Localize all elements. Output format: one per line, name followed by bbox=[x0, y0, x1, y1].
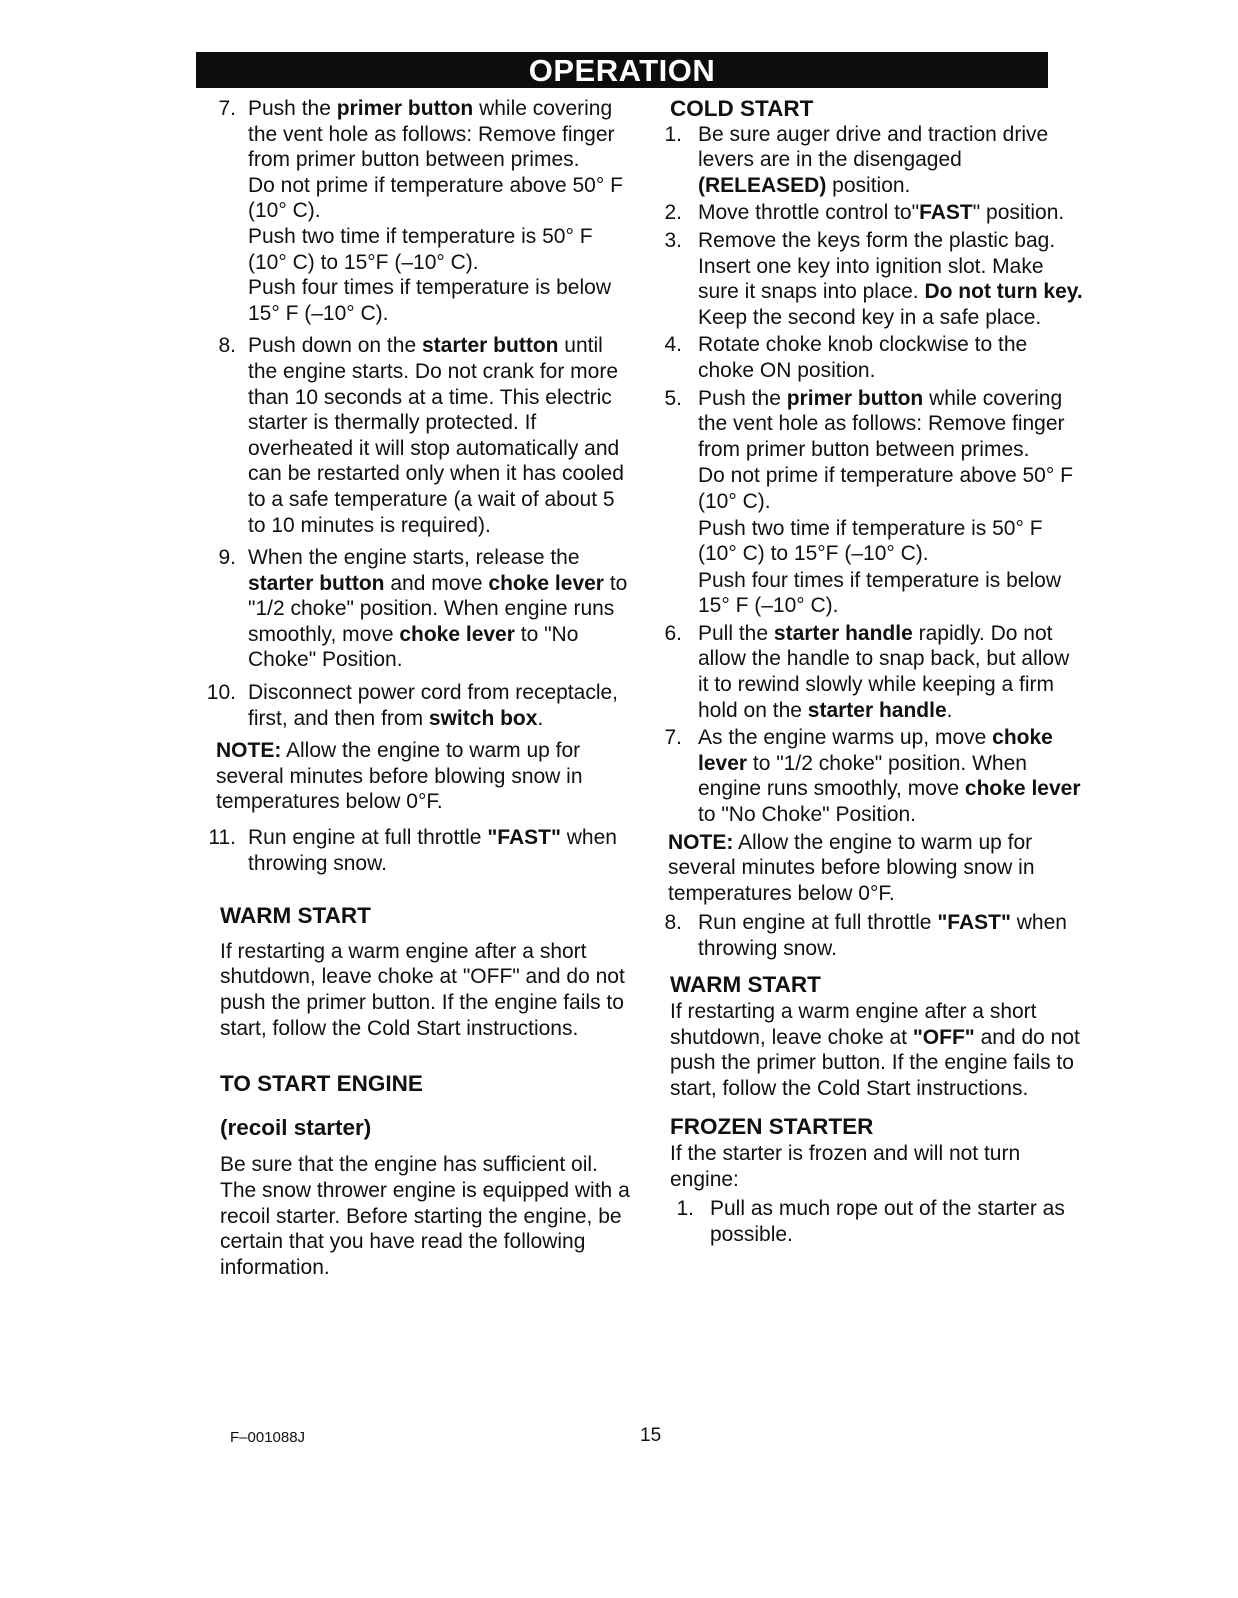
step-number: 7. bbox=[218, 97, 236, 120]
step-text: Move throttle control to"FAST" position. bbox=[698, 201, 1065, 225]
cold-start-heading: COLD START bbox=[670, 96, 814, 121]
step-number: 5. bbox=[664, 386, 682, 410]
step-subtext: Push four times if temperature is below 15° F (–10° C). bbox=[248, 276, 611, 325]
cold-step-1 bbox=[654, 122, 1084, 199]
step-text: Push down on the starter button until the engine starts. Do not crank for more than 10 seconds at a time. This electric starter is thermally protected. If overheated it will stop automatically and can be restarted only when it has cooled to a safe temperature (a wait of about 5 to 10 minutes is required). bbox=[248, 334, 624, 537]
cold-step-8 bbox=[654, 910, 1084, 961]
step-number: 1. bbox=[676, 1197, 694, 1221]
step-number: 6. bbox=[664, 621, 682, 645]
right-column bbox=[654, 96, 1084, 1250]
left-column bbox=[200, 96, 630, 1280]
step-10 bbox=[200, 680, 630, 731]
step-text: Disconnect power cord from receptacle, first, and then from switch box. bbox=[248, 681, 618, 730]
cold-step-4 bbox=[654, 332, 1084, 383]
step-text: Rotate choke knob clockwise to the choke ON position. bbox=[698, 333, 1028, 382]
frozen-starter-heading: FROZEN STARTER bbox=[670, 1113, 874, 1139]
cold-step-7 bbox=[654, 725, 1084, 827]
cold-step-6 bbox=[654, 621, 1084, 723]
step-subtext: Do not prime if temperature above 50° F (10° C). bbox=[698, 464, 1073, 513]
step-number: 4. bbox=[664, 333, 682, 357]
step-subtext: Push four times if temperature is below 15° F (–10° C). bbox=[698, 568, 1061, 618]
step-7 bbox=[200, 96, 630, 326]
step-number: 8. bbox=[664, 911, 682, 935]
section-title-bar bbox=[196, 52, 1048, 88]
step-text: Be sure auger drive and traction drive levers are in the disengaged (RELEASED) position. bbox=[698, 122, 1049, 197]
warm-start-text: If restarting a warm engine after a short shutdown, leave choke at "OFF" and do not push the primer button. If the engine fails to start, follow the Cold Start instructions. bbox=[220, 939, 625, 1040]
section-title: OPERATION bbox=[528, 53, 716, 88]
step-text: Push the primer button while covering the vent hole as follows: Remove finger from primer button between primes. bbox=[248, 97, 615, 172]
step-number: 3. bbox=[664, 228, 682, 252]
note: NOTE: Allow the engine to warm up for several minutes before blowing snow in temperatures below 0°F. bbox=[668, 830, 1035, 905]
step-number: 10. bbox=[206, 681, 236, 705]
step-text: Pull as much rope out of the starter as possible. bbox=[710, 1197, 1065, 1246]
warm-start-heading: WARM START bbox=[220, 903, 371, 929]
warm-start-text: If restarting a warm engine after a short shutdown, leave choke at "OFF" and do not push the primer button. If the engine fails to start, follow the Cold Start instructions. bbox=[670, 1000, 1080, 1100]
step-9 bbox=[200, 545, 630, 673]
step-text: As the engine warms up, move choke lever to "1/2 choke" position. When engine runs smoothly, move choke lever to "No Choke" Position. bbox=[698, 726, 1081, 827]
cold-step-5 bbox=[654, 386, 1084, 619]
step-text: When the engine starts, release the starter button and move choke lever to "1/2 choke" position. When engine runs smoothly, move choke lever to "No Choke" Position. bbox=[248, 546, 628, 672]
step-number: 11. bbox=[208, 826, 236, 850]
step-subtext: Do not prime if temperature above 50° F (10° C). bbox=[248, 173, 623, 223]
step-text: Pull the starter handle rapidly. Do not allow the handle to snap back, but allow it to rewind slowly while keeping a firm hold on the starter handle. bbox=[698, 621, 1070, 722]
frozen-starter-text: If the starter is frozen and will not turn engine: bbox=[670, 1142, 1021, 1191]
to-start-engine-text: Be sure that the engine has sufficient oil. The snow thrower engine is equipped with a recoil starter. Before starting the engine, be certain that you have read the following information. bbox=[220, 1153, 630, 1279]
frozen-step-1 bbox=[654, 1196, 1084, 1247]
step-number: 2. bbox=[664, 201, 682, 225]
step-text: Run engine at full throttle "FAST" when throwing snow. bbox=[698, 911, 1067, 960]
document-code: F–001088J bbox=[230, 1429, 306, 1446]
step-11 bbox=[200, 825, 630, 876]
step-text: Run engine at full throttle "FAST" when throwing snow. bbox=[248, 826, 617, 875]
cold-step-3 bbox=[654, 228, 1084, 330]
page-number: 15 bbox=[640, 1425, 662, 1446]
note: NOTE: Allow the engine to warm up for several minutes before blowing snow in temperatures below 0°F. bbox=[216, 739, 583, 814]
step-subtext: Push two time if temperature is 50° F (10° C) to 15°F (–10° C). bbox=[698, 516, 1043, 566]
step-number: 1. bbox=[664, 122, 682, 146]
cold-step-2 bbox=[654, 200, 1084, 226]
warm-start-heading: WARM START bbox=[670, 971, 821, 997]
step-number: 7. bbox=[664, 726, 682, 750]
step-number: 9. bbox=[218, 546, 236, 570]
step-text: Push the primer button while covering the vent hole as follows: Remove finger from primer button between primes. bbox=[698, 386, 1065, 461]
step-number: 8. bbox=[218, 334, 236, 358]
step-8 bbox=[200, 333, 630, 538]
step-text: Remove the keys form the plastic bag. Insert one key into ignition slot. Make sure it snaps into place. Do not turn key. Keep the second key in a safe place. bbox=[698, 228, 1083, 329]
to-start-engine-heading: TO START ENGINE bbox=[220, 1071, 423, 1097]
step-subtext: Push two time if temperature is 50° F (10° C) to 15°F (–10° C). bbox=[248, 224, 593, 274]
recoil-starter-subheading: (recoil starter) bbox=[220, 1114, 372, 1140]
